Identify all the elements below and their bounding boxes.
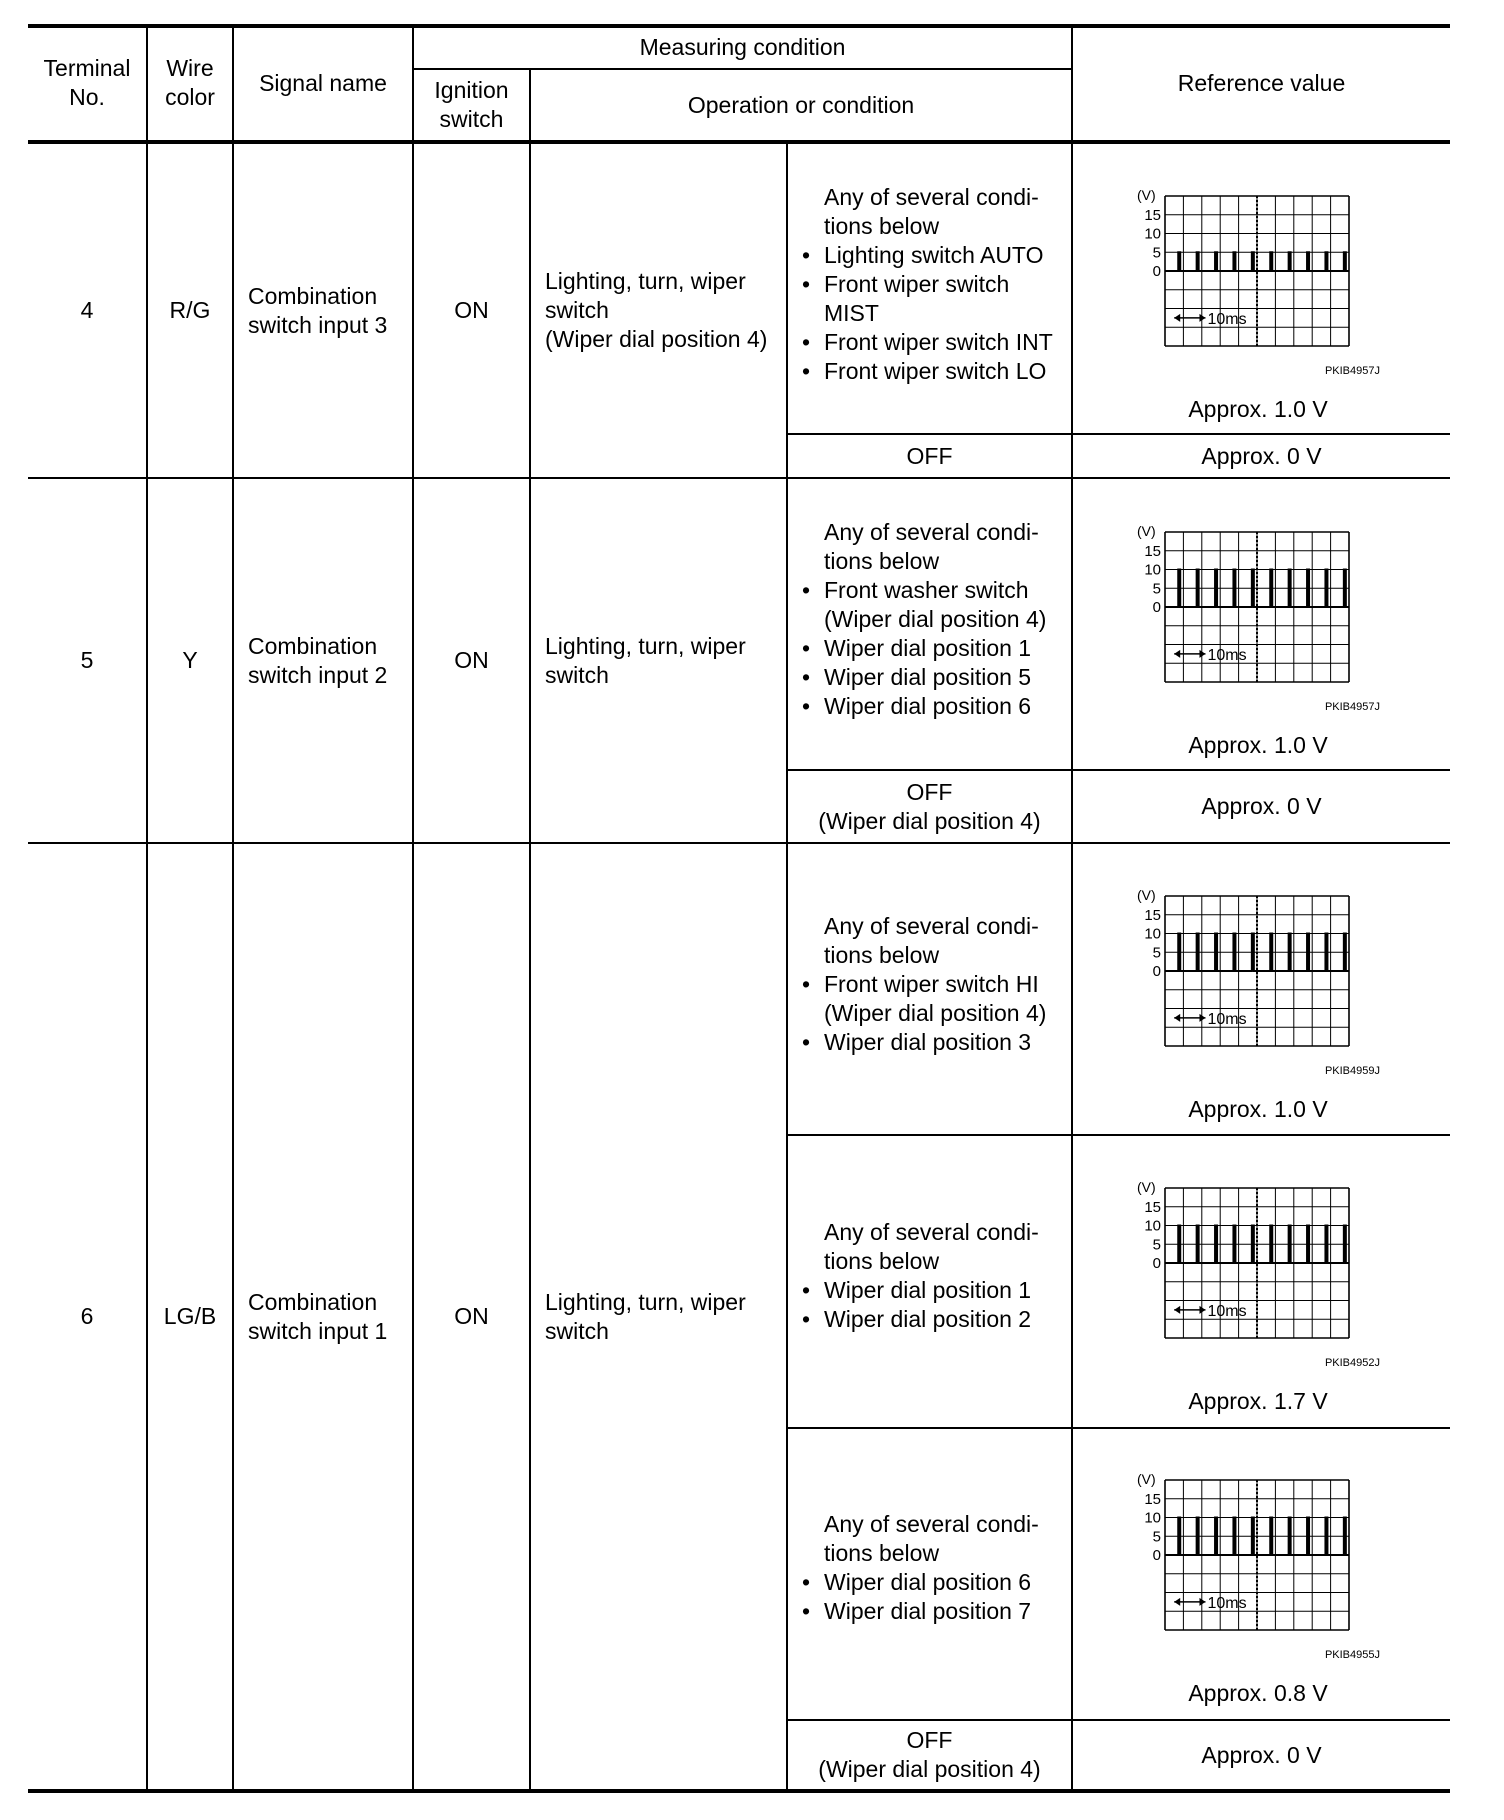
row6-divider-1 [787,1134,1450,1136]
row6-reference-value-2: Approx. 1.7 V [1188,1388,1328,1414]
row5-reference-value-2 [1073,771,1450,842]
header-ignition-switch-text: Ignition switch [434,77,509,132]
row6-wire-color [148,844,232,1789]
condition-bullet: • Front wiper switch MIST [800,270,1070,328]
condition-intro: Any of several condi- tions below [824,184,1039,239]
y-tick-label: 5 [1152,1236,1161,1254]
row6-signal-name-text: Combination switch input 1 [248,1288,388,1344]
row6-terminal [28,844,146,1789]
y-unit-label: (V) [1137,887,1156,903]
row6-ignition-text: ON [454,1303,489,1329]
condition-bullet: • Front wiper switch LO [800,357,1070,386]
condition-bullet-list [800,576,1070,721]
row5-signal-name [248,479,412,842]
condition-bullet-list [800,970,1070,1057]
col-line-6 [1071,24,1073,1791]
row6-operation [545,844,786,1789]
arrow-head-right [1199,1598,1205,1606]
waveform-graph [1125,1178,1385,1388]
condition-bullet: • Front wiper switch HI (Wiper dial position 4) [800,970,1070,1028]
row6-signal-name [248,844,412,1789]
row5-terminal [28,479,146,842]
row5-terminal-text: 5 [80,647,94,673]
condition-bullet: • Wiper dial position 5 [800,663,1070,692]
row5-state-off-text: OFF (Wiper dial position 4) [818,778,1041,834]
waveform-graph [1125,186,1385,396]
row5-signal-name-text: Combination switch input 2 [248,632,388,688]
row6-divider-2 [787,1427,1450,1429]
y-tick-label: 15 [1144,906,1161,924]
time-scale-label: 10ms [1207,1302,1247,1320]
y-tick-label: 5 [1152,1528,1161,1546]
arrow-head-right [1199,1014,1205,1022]
condition-bullet: • Front wiper switch INT [800,328,1070,357]
row5-reference-value-2-text: Approx. 0 V [1201,793,1322,819]
row6-ignition [414,844,529,1789]
y-tick-label: 0 [1152,263,1161,280]
figure-code: PKIB4959J [1324,1065,1380,1077]
condition-bullet: • Wiper dial position 7 [800,1597,1070,1626]
row4-operation [545,144,786,477]
row6-state-off [788,1721,1071,1789]
arrow-head-left [1174,1598,1180,1606]
row5-ignition-text: ON [454,647,489,673]
row6-waveform-2 [1125,1178,1385,1388]
row5-wire-color-text: Y [182,647,198,673]
condition-bullet: • Wiper dial position 2 [800,1305,1070,1334]
figure-code: PKIB4955J [1324,1649,1380,1661]
row5-condition-1 [800,518,1070,721]
header-measuring-condition-text: Measuring condition [639,33,846,60]
header-reference-value [1073,26,1450,140]
y-tick-label: 0 [1152,1255,1161,1272]
y-unit-label: (V) [1137,1179,1156,1195]
y-tick-label: 15 [1144,206,1161,224]
row6-reference-value-4-text: Approx. 0 V [1201,1741,1322,1768]
row6-waveform-3 [1125,1470,1385,1680]
header-signal-name [234,26,412,140]
row6-reference-value-3: Approx. 0.8 V [1188,1680,1328,1706]
condition-bullet: • Lighting switch AUTO [800,241,1070,270]
condition-intro: Any of several condi- tions below [824,1219,1039,1274]
y-unit-label: (V) [1137,187,1156,203]
header-terminal-no-text: Terminal No. [43,55,131,110]
header-signal-name-text: Signal name [259,69,387,96]
y-tick-label: 15 [1144,1198,1161,1216]
y-tick-label: 5 [1152,580,1161,598]
waveform-graph [1125,886,1385,1096]
row5-state-off [788,771,1071,842]
condition-bullet: • Wiper dial position 3 [800,1028,1070,1057]
time-scale-label: 10ms [1207,646,1247,664]
condition-bullet-list [800,1276,1070,1334]
row4-reference-value-2-text: Approx. 0 V [1201,442,1322,469]
row6-state-off-text: OFF (Wiper dial position 4) [818,1727,1041,1782]
condition-bullet: • Wiper dial position 1 [800,634,1070,663]
y-unit-label: (V) [1137,523,1156,539]
condition-intro: Any of several condi- tions below [824,519,1039,574]
condition-bullet-list [800,241,1070,386]
row4-ignition [414,144,529,477]
header-reference-value-text: Reference value [1177,69,1346,96]
row4-ignition-text: ON [454,297,489,323]
y-tick-label: 0 [1152,1547,1161,1564]
y-unit-label: (V) [1137,1471,1156,1487]
y-tick-label: 5 [1152,244,1161,262]
row4-state-off [788,435,1071,477]
header-operation-or-condition [531,70,1071,140]
arrow-head-left [1174,650,1180,658]
condition-intro: Any of several condi- tions below [824,1511,1039,1566]
row5-ignition [414,479,529,842]
figure-code: PKIB4952J [1324,1357,1380,1369]
row4-condition-1 [800,183,1070,386]
header-operation-or-condition-text: Operation or condition [687,91,915,118]
condition-bullet-list [800,1568,1070,1626]
col-line-5 [786,140,788,1791]
col-line-4 [529,68,531,1791]
row5-operation [545,479,786,842]
row4-signal-name-text: Combination switch input 3 [248,282,388,338]
time-scale-label: 10ms [1207,310,1247,328]
row6-reference-value-4 [1073,1721,1450,1789]
header-terminal-no [28,26,146,140]
row6-operation-text: Lighting, turn, wiper switch [545,1288,746,1344]
header-wire-color-text: Wire color [165,55,215,110]
row4-operation-text: Lighting, turn, wiper switch (Wiper dial position 4) [545,268,768,352]
col-line-2 [232,24,234,1791]
y-tick-label: 10 [1144,925,1161,943]
arrow-head-left [1174,1306,1180,1314]
time-scale-label: 10ms [1207,1594,1247,1612]
row5-operation-text: Lighting, turn, wiper switch [545,632,746,688]
row6-wire-color-text: LG/B [163,1303,217,1329]
y-tick-label: 15 [1144,1490,1161,1508]
condition-bullet: • Wiper dial position 6 [800,692,1070,721]
table-bottom-rule [28,1789,1450,1793]
row4-terminal [28,144,146,477]
row5-waveform [1125,522,1385,732]
arrow-head-right [1199,314,1205,322]
condition-bullet: • Wiper dial position 1 [800,1276,1070,1305]
row6-terminal-text: 6 [80,1303,94,1329]
row6-condition-2 [800,1218,1070,1334]
row4-reference-value-1: Approx. 1.0 V [1188,396,1328,422]
row6-waveform-1 [1125,886,1385,1096]
y-tick-label: 15 [1144,542,1161,560]
y-tick-label: 10 [1144,561,1161,579]
waveform-graph [1125,1470,1385,1680]
y-tick-label: 10 [1144,1217,1161,1235]
row4-wire-color [148,144,232,477]
row5-wire-color [148,479,232,842]
condition-intro: Any of several condi- tions below [824,913,1039,968]
row4-reference-value-2 [1073,435,1450,477]
row5-reference-value-1: Approx. 1.0 V [1188,732,1328,758]
row4-terminal-text: 4 [80,297,94,323]
row6-condition-1 [800,912,1070,1057]
y-tick-label: 5 [1152,944,1161,962]
y-tick-label: 10 [1144,1509,1161,1527]
row6-condition-3 [800,1510,1070,1626]
arrow-head-left [1174,314,1180,322]
arrow-head-right [1199,1306,1205,1314]
row4-wire-color-text: R/G [169,297,211,323]
y-tick-label: 0 [1152,963,1161,980]
condition-bullet: • Wiper dial position 6 [800,1568,1070,1597]
row4-waveform [1125,186,1385,396]
row4-signal-name [248,144,412,477]
header-wire-color [148,26,232,140]
arrow-head-right [1199,650,1205,658]
condition-bullet: • Front washer switch (Wiper dial position 4) [800,576,1070,634]
row6-reference-value-1: Approx. 1.0 V [1188,1096,1328,1122]
header-measuring-condition [414,26,1071,68]
time-scale-label: 10ms [1207,1010,1247,1028]
figure-code: PKIB4957J [1324,701,1380,713]
y-tick-label: 0 [1152,599,1161,616]
arrow-head-left [1174,1014,1180,1022]
y-tick-label: 10 [1144,225,1161,243]
waveform-graph [1125,522,1385,732]
figure-code: PKIB4957J [1324,365,1380,377]
row4-state-off-text: OFF [906,442,953,469]
header-ignition-switch [414,70,529,140]
